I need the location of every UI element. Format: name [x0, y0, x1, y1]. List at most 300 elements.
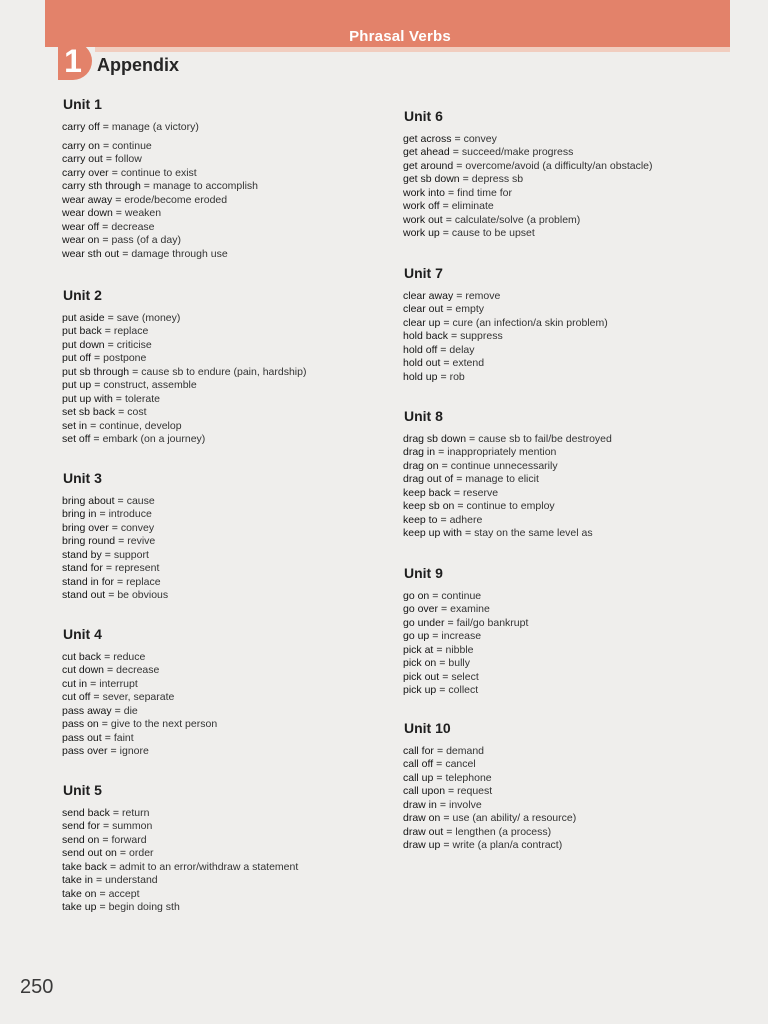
phrasal-verb: draw up — [403, 839, 441, 852]
phrasal-verb: get ahead — [403, 146, 450, 159]
phrasal-verb-entry — [62, 221, 258, 235]
equals-sign: = — [114, 704, 121, 717]
definition: adhere — [449, 513, 483, 526]
definition: succeed/make progress — [461, 146, 574, 159]
phrasal-verb: cut in — [62, 677, 88, 690]
phrasal-verb-entry — [403, 590, 528, 604]
equals-sign: = — [442, 200, 449, 213]
phrasal-verb-entry — [62, 121, 258, 135]
phrasal-verb: stand in for — [62, 575, 114, 588]
phrasal-verb-entry — [403, 187, 653, 201]
equals-sign: = — [453, 486, 461, 499]
definition: collect — [448, 684, 479, 697]
appendix-number-badge — [58, 42, 92, 80]
phrasal-verb-entry — [403, 227, 653, 241]
equals-sign: = — [439, 798, 446, 811]
definition: criticise — [116, 338, 152, 351]
phrasal-verb: work up — [403, 227, 440, 240]
definition: suppress — [460, 330, 503, 343]
equals-sign: = — [99, 887, 106, 900]
phrasal-verb: hold out — [403, 357, 441, 370]
phrasal-verb-entry — [62, 167, 258, 181]
definition: give to the next person — [110, 718, 218, 731]
equals-sign: = — [442, 670, 449, 683]
entry-list — [403, 290, 608, 385]
unit-heading: Unit 10 — [404, 720, 451, 736]
definition: replace — [113, 325, 149, 338]
equals-sign: = — [111, 166, 118, 179]
entry-list — [62, 121, 258, 262]
phrasal-verb: cut off — [62, 691, 91, 704]
equals-sign: = — [454, 132, 461, 145]
phrasal-verb: pick up — [403, 684, 437, 697]
equals-sign: = — [432, 589, 439, 602]
phrasal-verb-entry — [403, 160, 653, 174]
phrasal-verb: get across — [403, 132, 452, 145]
phrasal-verb-entry — [62, 576, 168, 590]
phrasal-verb: cut down — [62, 664, 105, 677]
phrasal-verb-entry — [62, 678, 217, 692]
phrasal-verb: take in — [62, 874, 93, 887]
unit-heading: Unit 5 — [63, 782, 102, 798]
phrasal-verb: send on — [62, 833, 100, 846]
phrasal-verb-entry — [62, 180, 258, 194]
equals-sign: = — [448, 785, 455, 798]
phrasal-verb: send for — [62, 820, 100, 833]
phrasal-verb-entry — [62, 651, 217, 665]
phrasal-verb: pick out — [403, 670, 440, 683]
phrasal-verb: stand by — [62, 548, 102, 561]
equals-sign: = — [102, 234, 109, 247]
definition: request — [457, 785, 493, 798]
phrasal-verb: call for — [403, 744, 434, 757]
equals-sign: = — [439, 657, 446, 670]
equals-sign: = — [115, 193, 122, 206]
phrasal-verb: put back — [62, 325, 102, 338]
equals-sign: = — [105, 562, 112, 575]
phrasal-verb-entry — [403, 684, 528, 698]
entry-list — [403, 133, 653, 241]
unit-section — [62, 469, 168, 603]
phrasal-verb-entry — [403, 133, 653, 147]
section-title: Phrasal Verbs — [349, 28, 451, 45]
definition: replace — [126, 575, 161, 588]
phrasal-verb-entry — [62, 153, 258, 167]
equals-sign: = — [143, 180, 150, 193]
phrasal-verb: call upon — [403, 785, 446, 798]
equals-sign: = — [439, 684, 446, 697]
phrasal-verb-entry — [403, 527, 612, 541]
equals-sign: = — [116, 575, 124, 588]
definition: empty — [455, 303, 485, 316]
definition: manage to accomplish — [152, 180, 258, 193]
equals-sign: = — [450, 330, 458, 343]
equals-sign: = — [90, 419, 97, 432]
phrasal-verb: call up — [403, 771, 434, 784]
equals-sign: = — [443, 357, 450, 370]
equals-sign: = — [440, 513, 447, 526]
phrasal-verb-entry — [62, 522, 168, 536]
equals-sign: = — [94, 379, 101, 392]
phrasal-verb-entry — [403, 671, 528, 685]
phrasal-verb-entry — [403, 357, 608, 371]
definition: nibble — [445, 643, 474, 656]
phrasal-verb: carry out — [62, 153, 103, 166]
definition: interrupt — [99, 677, 138, 690]
definition: increase — [441, 630, 482, 643]
phrasal-verb: pass out — [62, 731, 102, 744]
definition: manage to elicit — [465, 473, 539, 486]
definition: rob — [449, 370, 465, 383]
definition: summon — [112, 820, 153, 833]
phrasal-verb: wear away — [62, 193, 113, 206]
phrasal-verb: wear down — [62, 207, 113, 220]
phrasal-verb: clear up — [403, 316, 441, 329]
appendix-number: 1 — [64, 43, 82, 79]
equals-sign: = — [111, 521, 118, 534]
definition: erode/become eroded — [124, 193, 228, 206]
phrasal-verb-entry — [403, 617, 528, 631]
unit-heading: Unit 8 — [404, 408, 443, 424]
phrasal-verb: hold off — [403, 343, 438, 356]
phrasal-verb: draw in — [403, 798, 437, 811]
equals-sign: = — [440, 370, 447, 383]
phrasal-verb-entry — [403, 785, 576, 799]
phrasal-verb-entry — [62, 140, 258, 154]
phrasal-verb: keep sb on — [403, 500, 455, 513]
phrasal-verb: pass over — [62, 745, 108, 758]
definition: decrease — [111, 220, 155, 233]
equals-sign: = — [109, 860, 117, 873]
equals-sign: = — [107, 311, 114, 324]
phrasal-verb: take back — [62, 860, 107, 873]
equals-sign: = — [112, 806, 120, 819]
definition: faint — [113, 731, 134, 744]
phrasal-verb: get sb down — [403, 173, 460, 186]
phrasal-verb-entry — [62, 393, 306, 407]
phrasal-verb-entry — [403, 317, 608, 331]
phrasal-verb: carry over — [62, 166, 109, 179]
definition: tolerate — [124, 392, 160, 405]
equals-sign: = — [115, 392, 122, 405]
phrasal-verb: drag sb down — [403, 432, 467, 445]
definition: calculate/solve (a problem) — [454, 213, 581, 226]
entry-list — [62, 807, 298, 915]
equals-sign: = — [443, 316, 450, 329]
phrasal-verb: put off — [62, 352, 91, 365]
entry-list — [62, 651, 217, 759]
definition: write (a plan/a contract) — [452, 839, 563, 852]
definition: demand — [446, 744, 485, 757]
equals-sign: = — [119, 847, 127, 860]
definition: accept — [108, 887, 140, 900]
definition: follow — [115, 153, 142, 166]
phrasal-verb: work out — [403, 213, 443, 226]
definition: cause to be upset — [451, 227, 535, 240]
definition: continue to employ — [466, 500, 555, 513]
phrasal-verb-entry — [403, 290, 608, 304]
phrasal-verb: pass on — [62, 718, 99, 731]
equals-sign: = — [469, 432, 476, 445]
phrasal-verb: carry off — [62, 120, 100, 133]
phrasal-verb-entry — [62, 248, 258, 262]
equals-sign: = — [441, 459, 448, 472]
phrasal-verb-entry — [403, 603, 528, 617]
equals-sign: = — [90, 677, 97, 690]
equals-sign: = — [95, 874, 103, 887]
equals-sign: = — [102, 120, 109, 133]
phrasal-verb-entry — [62, 807, 298, 821]
entry-list — [403, 433, 612, 541]
entry-list — [403, 590, 528, 698]
equals-sign: = — [110, 745, 117, 758]
phrasal-verb: pick at — [403, 643, 434, 656]
definition: forward — [111, 833, 147, 846]
definition: fail/go bankrupt — [456, 616, 529, 629]
unit-section — [403, 407, 612, 541]
phrasal-verb: bring round — [62, 535, 116, 548]
equals-sign: = — [436, 758, 443, 771]
definition: continue unnecessarily — [450, 459, 558, 472]
phrasal-verb-entry — [403, 644, 528, 658]
phrasal-verb-entry — [62, 339, 306, 353]
equals-sign: = — [122, 247, 129, 260]
phrasal-verb-entry — [62, 847, 298, 861]
definition: convey — [463, 132, 497, 145]
phrasal-verb-entry — [62, 433, 306, 447]
definition: continue — [112, 139, 152, 152]
definition: convey — [120, 521, 155, 534]
equals-sign: = — [93, 433, 100, 446]
phrasal-verb-entry — [403, 799, 576, 813]
equals-sign: = — [464, 527, 472, 540]
unit-heading: Unit 9 — [404, 565, 443, 581]
definition: bully — [448, 657, 471, 670]
definition: remove — [465, 289, 501, 302]
equals-sign: = — [457, 500, 464, 513]
equals-sign: = — [104, 548, 111, 561]
phrasal-verb-entry — [403, 487, 612, 501]
phrasal-verb: clear out — [403, 303, 444, 316]
definition: damage through use — [131, 247, 228, 260]
definition: cost — [127, 406, 147, 419]
unit-heading: Unit 3 — [63, 470, 102, 486]
unit-section — [62, 625, 217, 759]
equals-sign: = — [102, 220, 109, 233]
unit-heading: Unit 4 — [63, 626, 102, 642]
definition: cancel — [445, 758, 476, 771]
equals-sign: = — [447, 616, 454, 629]
equals-sign: = — [105, 153, 112, 166]
unit-heading: Unit 1 — [63, 96, 102, 112]
phrasal-verb-entry — [403, 812, 576, 826]
definition: continue, develop — [99, 419, 182, 432]
phrasal-verb: drag on — [403, 459, 439, 472]
equals-sign: = — [456, 289, 463, 302]
phrasal-verb-entry — [62, 732, 217, 746]
equals-sign: = — [462, 173, 469, 186]
phrasal-verb: draw on — [403, 812, 441, 825]
definition: be obvious — [117, 589, 169, 602]
phrasal-verb: take up — [62, 901, 97, 914]
phrasal-verb: bring in — [62, 508, 97, 521]
equals-sign: = — [102, 139, 110, 152]
equals-sign: = — [436, 744, 444, 757]
definition: introduce — [108, 508, 152, 521]
entry-list — [403, 745, 576, 853]
phrasal-verb: wear off — [62, 220, 100, 233]
equals-sign: = — [132, 365, 139, 378]
phrasal-verb: take on — [62, 887, 97, 900]
phrasal-verb-entry — [403, 371, 608, 385]
equals-sign: = — [456, 473, 463, 486]
phrasal-verb-entry — [62, 834, 298, 848]
phrasal-verb-entry — [62, 820, 298, 834]
definition: find time for — [457, 186, 513, 199]
phrasal-verb-entry — [62, 664, 217, 678]
phrasal-verb: cut back — [62, 650, 102, 663]
equals-sign: = — [436, 771, 443, 784]
phrasal-verb: drag out of — [403, 473, 454, 486]
phrasal-verb-entry — [62, 691, 217, 705]
definition: eliminate — [451, 200, 494, 213]
phrasal-verb-entry — [403, 657, 528, 671]
phrasal-verb-entry — [403, 772, 576, 786]
definition: pass (of a day) — [111, 234, 181, 247]
phrasal-verb-entry — [62, 549, 168, 563]
phrasal-verb-entry — [403, 303, 608, 317]
unit-section — [62, 286, 306, 447]
phrasal-verb-entry — [62, 705, 217, 719]
phrasal-verb: set off — [62, 433, 91, 446]
phrasal-verb-entry — [403, 344, 608, 358]
unit-section — [403, 264, 608, 384]
phrasal-verb: put up — [62, 379, 92, 392]
phrasal-verb-entry — [62, 234, 258, 248]
phrasal-verb: bring over — [62, 521, 109, 534]
unit-heading: Unit 7 — [404, 265, 443, 281]
phrasal-verb: carry on — [62, 139, 100, 152]
definition: continue to exist — [120, 166, 197, 179]
unit-section — [62, 95, 258, 261]
equals-sign: = — [446, 303, 453, 316]
phrasal-verb-entry — [403, 826, 576, 840]
phrasal-verb: go under — [403, 616, 445, 629]
phrasal-verb: put down — [62, 338, 105, 351]
phrasal-verb-entry — [403, 173, 653, 187]
definition: admit to an error/withdraw a statement — [119, 860, 299, 873]
phrasal-verb: wear sth out — [62, 247, 120, 260]
equals-sign: = — [99, 508, 106, 521]
phrasal-verb: stand out — [62, 589, 106, 602]
phrasal-verb-entry — [403, 839, 576, 853]
equals-sign: = — [102, 820, 110, 833]
phrasal-verb: hold up — [403, 370, 438, 383]
phrasal-verb-entry — [62, 379, 306, 393]
equals-sign: = — [443, 812, 450, 825]
phrasal-verb-entry — [403, 514, 612, 528]
equals-sign: = — [93, 691, 100, 704]
definition: support — [113, 548, 149, 561]
phrasal-verb-entry — [62, 888, 298, 902]
equals-sign: = — [104, 650, 111, 663]
equals-sign: = — [445, 213, 452, 226]
definition: examine — [450, 603, 490, 616]
phrasal-verb: keep back — [403, 486, 451, 499]
phrasal-verb-entry — [62, 874, 298, 888]
equals-sign: = — [94, 352, 101, 365]
phrasal-verb: pass away — [62, 704, 112, 717]
phrasal-verb-entry — [62, 535, 168, 549]
equals-sign: = — [118, 406, 125, 419]
phrasal-verb: put aside — [62, 311, 105, 324]
phrasal-verb: send back — [62, 806, 110, 819]
definition: lengthen (a process) — [455, 825, 552, 838]
definition: construct, assemble — [103, 379, 197, 392]
equals-sign: = — [99, 901, 106, 914]
equals-sign: = — [117, 494, 124, 507]
phrasal-verb-entry — [403, 146, 653, 160]
phrasal-verb-entry — [62, 495, 168, 509]
phrasal-verb: drag in — [403, 446, 436, 459]
unit-heading: Unit 2 — [63, 287, 102, 303]
phrasal-verb: call off — [403, 758, 434, 771]
equals-sign: = — [104, 325, 111, 338]
definition: reduce — [113, 650, 146, 663]
definition: postpone — [103, 352, 147, 365]
phrasal-verb-entry — [403, 630, 528, 644]
phrasal-verb-entry — [403, 330, 608, 344]
phrasal-verb: go over — [403, 603, 439, 616]
definition: weaken — [124, 207, 162, 220]
phrasal-verb: hold back — [403, 330, 448, 343]
equals-sign: = — [438, 446, 445, 459]
equals-sign: = — [101, 718, 108, 731]
definition: embark (on a journey) — [102, 433, 206, 446]
phrasal-verb: work into — [403, 186, 446, 199]
definition: continue — [441, 589, 482, 602]
phrasal-verb-entry — [403, 745, 576, 759]
definition: cause sb to endure (pain, hardship) — [141, 365, 307, 378]
equals-sign: = — [102, 833, 109, 846]
equals-sign: = — [456, 159, 463, 172]
phrasal-verb-entry — [62, 508, 168, 522]
definition: understand — [105, 874, 158, 887]
phrasal-verb-entry — [403, 433, 612, 447]
equals-sign: = — [442, 227, 449, 240]
phrasal-verb-entry — [62, 420, 306, 434]
unit-heading: Unit 6 — [404, 108, 443, 124]
phrasal-verb: carry sth through — [62, 180, 141, 193]
phrasal-verb: get around — [403, 159, 454, 172]
definition: cure (an infection/a skin problem) — [452, 316, 608, 329]
equals-sign: = — [108, 589, 115, 602]
phrasal-verb: send out on — [62, 847, 117, 860]
phrasal-verb: set sb back — [62, 406, 116, 419]
page-number: 250 — [20, 976, 54, 998]
phrasal-verb-entry — [62, 207, 258, 221]
definition: delay — [449, 343, 475, 356]
unit-section — [62, 781, 298, 915]
phrasal-verb-entry — [403, 214, 653, 228]
unit-section — [403, 564, 528, 698]
definition: decrease — [116, 664, 160, 677]
definition: revive — [127, 535, 156, 548]
equals-sign: = — [440, 343, 447, 356]
definition: overcome/avoid (a difficulty/an obstacle) — [465, 159, 653, 172]
phrasal-verb-entry — [62, 718, 217, 732]
equals-sign: = — [115, 207, 122, 220]
